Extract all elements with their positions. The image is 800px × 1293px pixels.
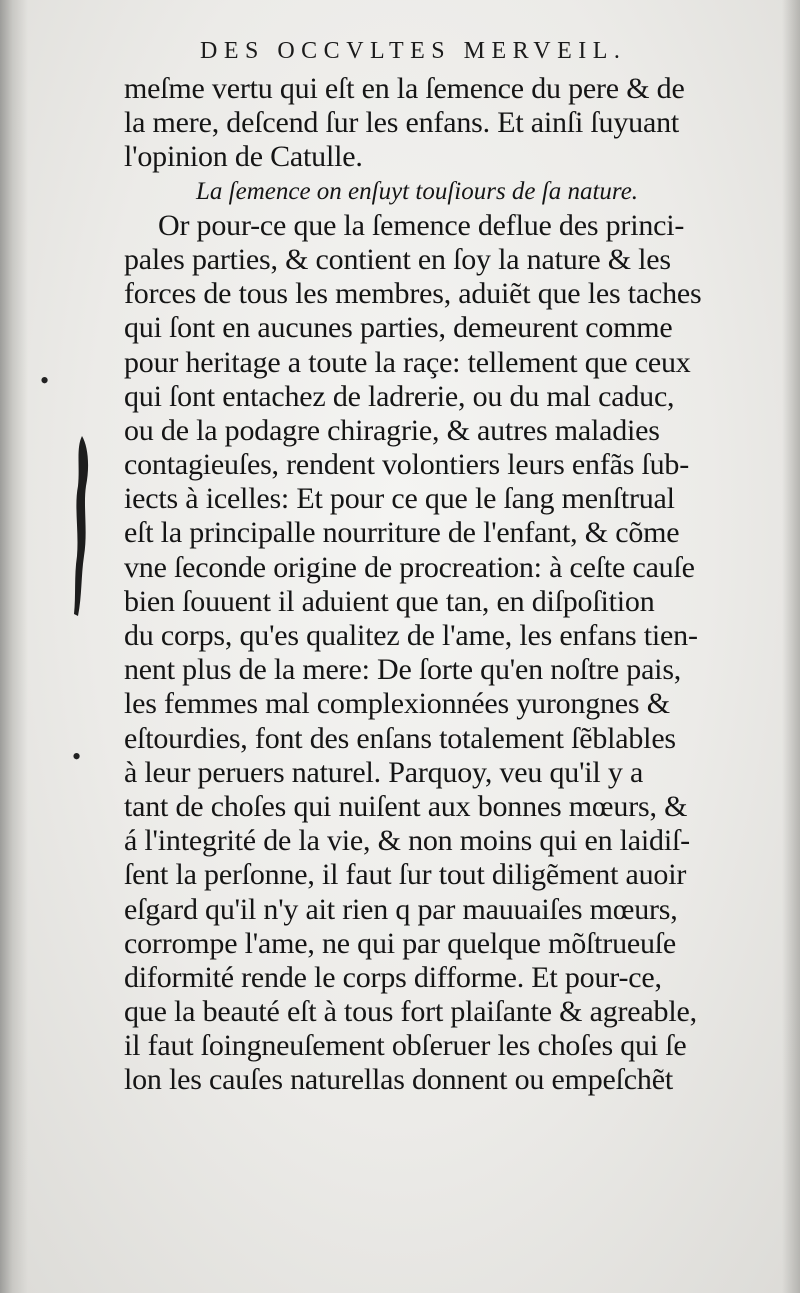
text-line: il faut ſoingneuſement obſeruer les choſes qui ſe (124, 1029, 687, 1063)
running-title: DES OCCVLTES MERVEIL. (200, 38, 627, 64)
text-line: meſme vertu qui eſt en la ſemence du pere & de (124, 72, 685, 105)
margin-mark-lower: • (72, 742, 82, 771)
text-line: Or pour-ce que la ſemence deflue des princi- (158, 208, 685, 242)
text-line: lon les cauſes naturellas donnent ou empeſchẽt (124, 1063, 673, 1097)
quoted-verse: La ſemence on enſuyt touſiours de ſa nature. (196, 177, 639, 205)
text-line: ſent la perſonne, il faut ſur tout diligẽment auoir (124, 858, 687, 892)
text-line: l'opinion de Catulle. (124, 140, 363, 174)
text-line: forces de tous les membres, aduiẽt que les taches (124, 277, 702, 311)
text-line: vne ſeconde origine de procreation: à ceſte cauſe (124, 550, 695, 584)
text-line: les femmes mal complexionnées yurongnes & (124, 687, 670, 721)
text-line: qui ſont entachez de ladrerie, ou du mal caduc, (124, 379, 675, 413)
text-line: qui ſont en aucunes parties, demeurent comme (124, 311, 673, 345)
text-line: tant de choſes qui nuiſent aux bonnes mœurs, & (124, 789, 688, 823)
text-line: iects à icelles: Et pour ce que le ſang menſtrual (124, 482, 675, 516)
text-line: diformité rende le corps difforme. Et pour-ce, (124, 960, 662, 994)
text-line: contagieuſes, rendent volontiers leurs enfãs ſub- (124, 448, 690, 482)
text-line: pales parties, & contient en ſoy la nature & les (124, 242, 671, 276)
text-line: á l'integrité de la vie, & non moins qui en laidiſ- (124, 824, 690, 858)
text-line: nent plus de la mere: De ſorte qu'en noſtre pais, (124, 653, 682, 687)
margin-mark-upper: • (40, 366, 50, 395)
text-line: du corps, qu'es qualitez de l'ame, les enfans tien- (124, 619, 698, 652)
ink-stain-mark (70, 436, 94, 616)
text-line: pour heritage a toute la raçe: tellement que ceux (124, 345, 691, 379)
text-line: la mere, deſcend ſur les enfans. Et ainſi ſuyuant (124, 106, 679, 140)
text-line: eſgard qu'il n'y ait rien q par mauuaiſes mœurs, (124, 892, 678, 926)
text-line: corrompe l'ame, ne qui par quelque mõſtrueuſe (124, 926, 677, 960)
text-line: ou de la podagre chiragrie, & autres maladies (124, 413, 660, 447)
text-line: eſt la principalle nourriture de l'enfant, & cõme (124, 516, 680, 550)
text-line: eſtourdies, font des enſans totalement ſẽblables (124, 721, 676, 755)
text-line: que la beauté eſt à tous fort plaiſante & agreable, (124, 995, 697, 1029)
text-line: à leur peruers naturel. Parquoy, veu qu'il y a (124, 755, 644, 789)
body-text (124, 72, 774, 1098)
text-line: bien ſouuent il aduient que tan, en diſpoſition (124, 584, 655, 618)
